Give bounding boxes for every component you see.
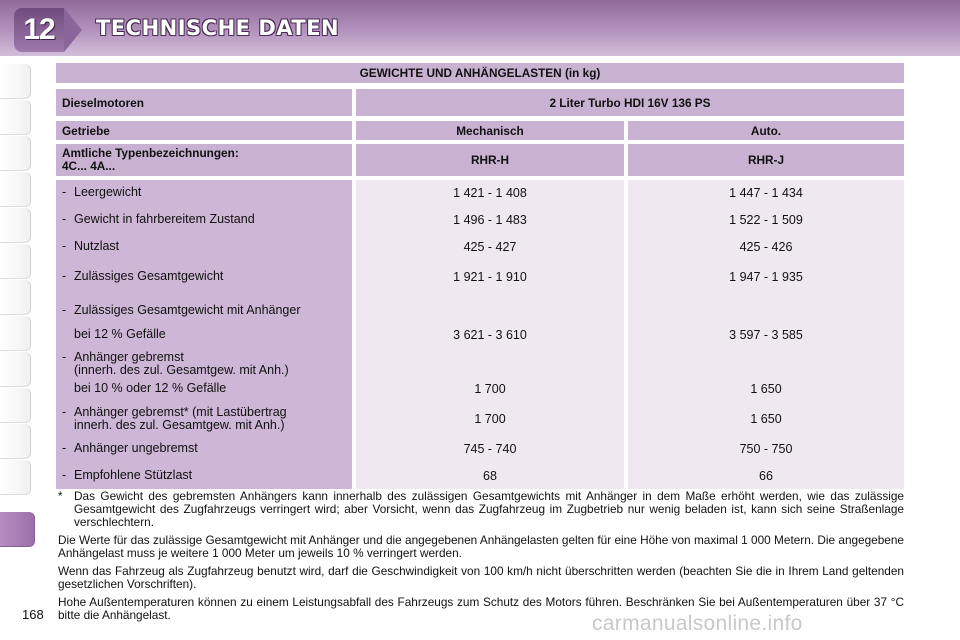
- row-label: Anhänger ungebremst: [74, 441, 198, 455]
- chapter-tab[interactable]: [0, 64, 31, 99]
- row-label: Gewicht in fahrbereitem Zustand: [74, 212, 255, 226]
- row-dash: -: [62, 212, 67, 226]
- row-auto-value: 1 947 - 1 935: [729, 270, 803, 284]
- page-header: [0, 0, 960, 56]
- type-label-line1: Amtliche Typenbezeichnungen:: [62, 146, 239, 160]
- table-title: GEWICHTE UND ANHÄNGELASTEN (in kg): [56, 63, 904, 83]
- page-title: TECHNISCHE DATEN: [96, 16, 340, 40]
- row-auto-value: 1 650: [750, 412, 782, 426]
- row-mech-value: 745 - 740: [463, 442, 517, 456]
- row-label: bei 10 % oder 12 % Gefälle: [74, 381, 227, 395]
- row-label: Leergewicht: [74, 185, 142, 199]
- chapter-tab[interactable]: [0, 244, 31, 279]
- chapter-tab[interactable]: [0, 388, 31, 423]
- row-dash: -: [62, 350, 67, 364]
- row-dash: -: [62, 468, 67, 482]
- row-label-line2: (innerh. des zul. Gesamtgew. mit Anh.): [74, 363, 289, 377]
- page-number: 168: [22, 607, 44, 622]
- chapter-tab[interactable]: [0, 424, 31, 459]
- engine-value: 2 Liter Turbo HDI 16V 136 PS: [356, 89, 904, 116]
- footnote-text: Das Gewicht des gebremsten Anhängers kann innerhalb des zulässigen Gesamtgewichts mit Anhänger in dem Maße erhöht werden, wie das zulässige Gesamtgewicht des Zugfahrzeugs verringert wird; aber Vorsicht, wenn das Zugfahrzeug im Zugbetrieb nur wenig beladen ist, kann sich seine Straßenlage verschlechtern.: [74, 489, 904, 529]
- engine-label: Dieselmotoren: [56, 89, 352, 116]
- row-label: Anhänger gebremst* (mit Lastübertrag: [74, 405, 287, 419]
- gearbox-label: Getriebe: [56, 121, 352, 140]
- chapter-tab[interactable]: [0, 280, 31, 315]
- type-mech: RHR-H: [356, 144, 624, 176]
- row-dash: -: [62, 405, 67, 419]
- row-mech-value: 3 621 - 3 610: [453, 328, 527, 342]
- type-row: [56, 144, 904, 176]
- footnote: [58, 490, 904, 529]
- type-label-line2: 4C... 4A...: [62, 159, 116, 173]
- chapter-tab[interactable]: [0, 172, 31, 207]
- row-mech-value: 1 496 - 1 483: [453, 213, 527, 227]
- note-temperature: Hohe Außentemperaturen können zu einem Leistungsabfall des Fahrzeugs zum Schutz des Motors führen. Beschränken Sie bei Außentemperaturen über 37 °C bitte die Anhängelast.: [58, 595, 904, 622]
- row-mech-value: 1 921 - 1 910: [453, 270, 527, 284]
- row-label: Nutzlast: [74, 239, 120, 253]
- footnote-marker: *: [58, 489, 63, 503]
- row-auto-value: 750 - 750: [739, 442, 793, 456]
- chapter-tabs: [0, 64, 34, 564]
- row-dash: -: [62, 239, 67, 253]
- note-speed: Wenn das Fahrzeug als Zugfahrzeug benutzt wird, darf die Geschwindigkeit von 100 km/h nicht überschritten werden (beachten Sie die in Ihrem Land geltenden gesetzlichen Vorschriften).: [58, 564, 904, 591]
- gearbox-auto: Auto.: [628, 121, 904, 140]
- row-label: bei 12 % Gefälle: [74, 327, 166, 341]
- row-dash: -: [62, 185, 67, 199]
- row-auto-value: 1 522 - 1 509: [729, 213, 803, 227]
- row-label: Anhänger gebremst: [74, 350, 184, 364]
- row-label: Zulässiges Gesamtgewicht mit Anhänger: [74, 303, 301, 317]
- row-auto-value: 66: [759, 469, 773, 483]
- row-dash: -: [62, 441, 67, 455]
- chapter-tab[interactable]: [0, 460, 31, 495]
- row-label-line2: innerh. des zul. Gesamtgew. mit Anh.): [74, 418, 285, 432]
- notes-section: [58, 490, 904, 627]
- row-dash: -: [62, 269, 67, 283]
- type-auto: RHR-J: [628, 144, 904, 176]
- row-mech-value: 1 421 - 1 408: [453, 186, 527, 200]
- note-altitude: Die Werte für das zulässige Gesamtgewicht mit Anhänger und die angegebenen Anhängelasten gelten für eine Höhe von maximal 1 000 Metern. Die angegebene Anhängelast muss je weitere 1 000 Meter um jeweils 10 % verringert werden.: [58, 533, 904, 560]
- chapter-badge: 12: [14, 8, 64, 52]
- row-label: Zulässiges Gesamtgewicht: [74, 269, 224, 283]
- row-label: Empfohlene Stützlast: [74, 468, 193, 482]
- chapter-tab[interactable]: [0, 208, 31, 243]
- chapter-tab[interactable]: [0, 352, 31, 387]
- row-auto-value: 425 - 426: [739, 240, 793, 254]
- table-title-row: [56, 63, 904, 83]
- chapter-tab-active[interactable]: [0, 512, 35, 547]
- engine-row: [56, 89, 904, 116]
- type-label: [56, 144, 352, 176]
- row-auto-value: 3 597 - 3 585: [729, 328, 803, 342]
- watermark: carmanualsonline.info: [592, 612, 803, 635]
- row-mech-value: 1 700: [474, 382, 506, 396]
- row-auto-value: 1 447 - 1 434: [729, 186, 803, 200]
- row-mech-value: 68: [483, 469, 497, 483]
- row-mech-value: 1 700: [474, 412, 506, 426]
- chapter-tab[interactable]: [0, 136, 31, 171]
- row-mech-value: 425 - 427: [463, 240, 517, 254]
- gearbox-row: [56, 121, 904, 140]
- row-auto-value: 1 650: [750, 382, 782, 396]
- chapter-tab[interactable]: [0, 100, 31, 135]
- gearbox-mech: Mechanisch: [356, 121, 624, 140]
- chapter-tab[interactable]: [0, 316, 31, 351]
- row-dash: -: [62, 303, 67, 317]
